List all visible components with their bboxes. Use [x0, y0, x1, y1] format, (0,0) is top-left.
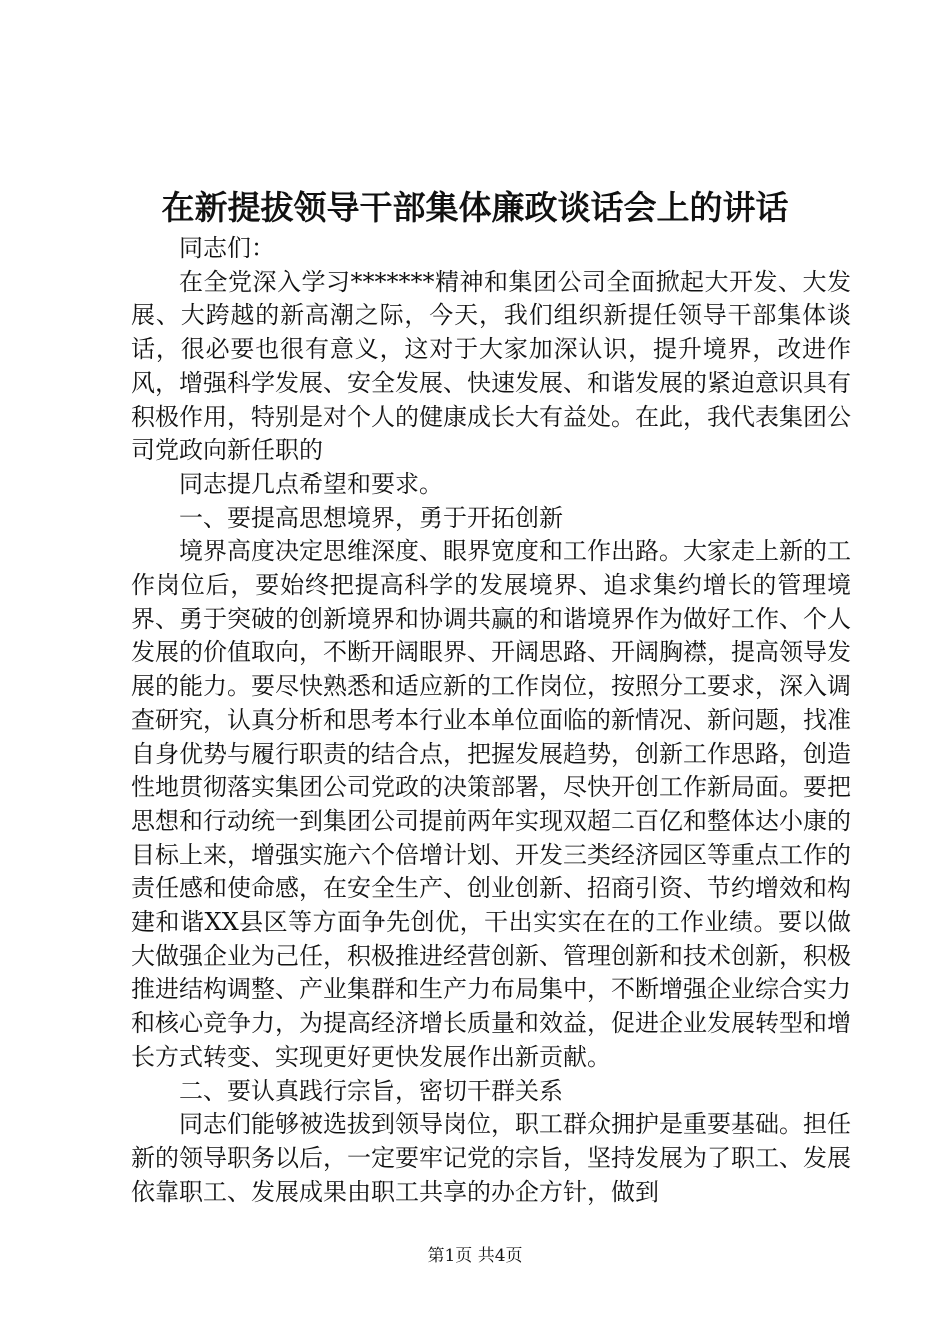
paragraph-section-2: 同志们能够被选拔到领导岗位，职工群众拥护是重要基础。担任新的领导职务以后，一定要牢记党的宗旨，坚持发展为了职工、发展依靠职工、发展成果由职工共享的办企方针，做到	[131, 1110, 851, 1206]
salutation: 同志们：	[179, 234, 275, 262]
paragraph-intro-continued: 同志提几点希望和要求。	[179, 469, 443, 498]
section-heading-1: 一、要提高思想境界，勇于开拓创新	[179, 503, 563, 532]
paragraph-intro: 在全党深入学习*******精神和集团公司全面掀起大开发、大发展、大跨越的新高潮之际，今天，我们组织新提任领导干部集体谈话，很必要也很有意义，这对于大家加深认识，提升境界，改进作风，增强科学发展、安全发展、快速发展、和谐发展的紧迫意识具有积极作用，特别是对个人的健康成长大有益处。在此，我代表集团公司党政向新任职的	[131, 267, 851, 465]
page-number-footer: 第1页 共4页	[427, 1246, 523, 1266]
document-body	[131, 232, 851, 1209]
section-heading-2: 二、要认真践行宗旨，密切干群关系	[179, 1076, 563, 1105]
document-title: 在新提拔领导干部集体廉政谈话会上的讲话	[161, 188, 789, 227]
paragraph-section-1: 境界高度决定思维深度、眼界宽度和工作出路。大家走上新的工作岗位后，要始终把提高科学的发展境界、追求集约增长的管理境界、勇于突破的创新境界和协调共赢的和谐境界作为做好工作、个人发展的价值取向，不断开阔眼界、开阔思路、开阔胸襟，提高领导发展的能力。要尽快熟悉和适应新的工作岗位，按照分工要求，深入调查研究，认真分析和思考本行业本单位面临的新情况、新问题，找准自身优势与履行职责的结合点，把握发展趋势，创新工作思路，创造性地贯彻落实集团公司党政的决策部署，尽快开创工作新局面。要把思想和行动统一到集团公司提前两年实现双超二百亿和整体达小康的目标上来，增强实施六个倍增计划、开发三类经济园区等重点工作的责任感和使命感，在安全生产、创业创新、招商引资、节约增效和构建和谐XX县区等方面争先创优，干出实实在在的工作业绩。要以做大做强企业为己任，积极推进经营创新、管理创新和技术创新，积极推进结构调整、产业集群和生产力布局集中，不断增强企业综合实力和核心竞争力，为提高经济增长质量和效益，促进企业发展转型和增长方式转变、实现更好更快发展作出新贡献。	[131, 537, 851, 1071]
